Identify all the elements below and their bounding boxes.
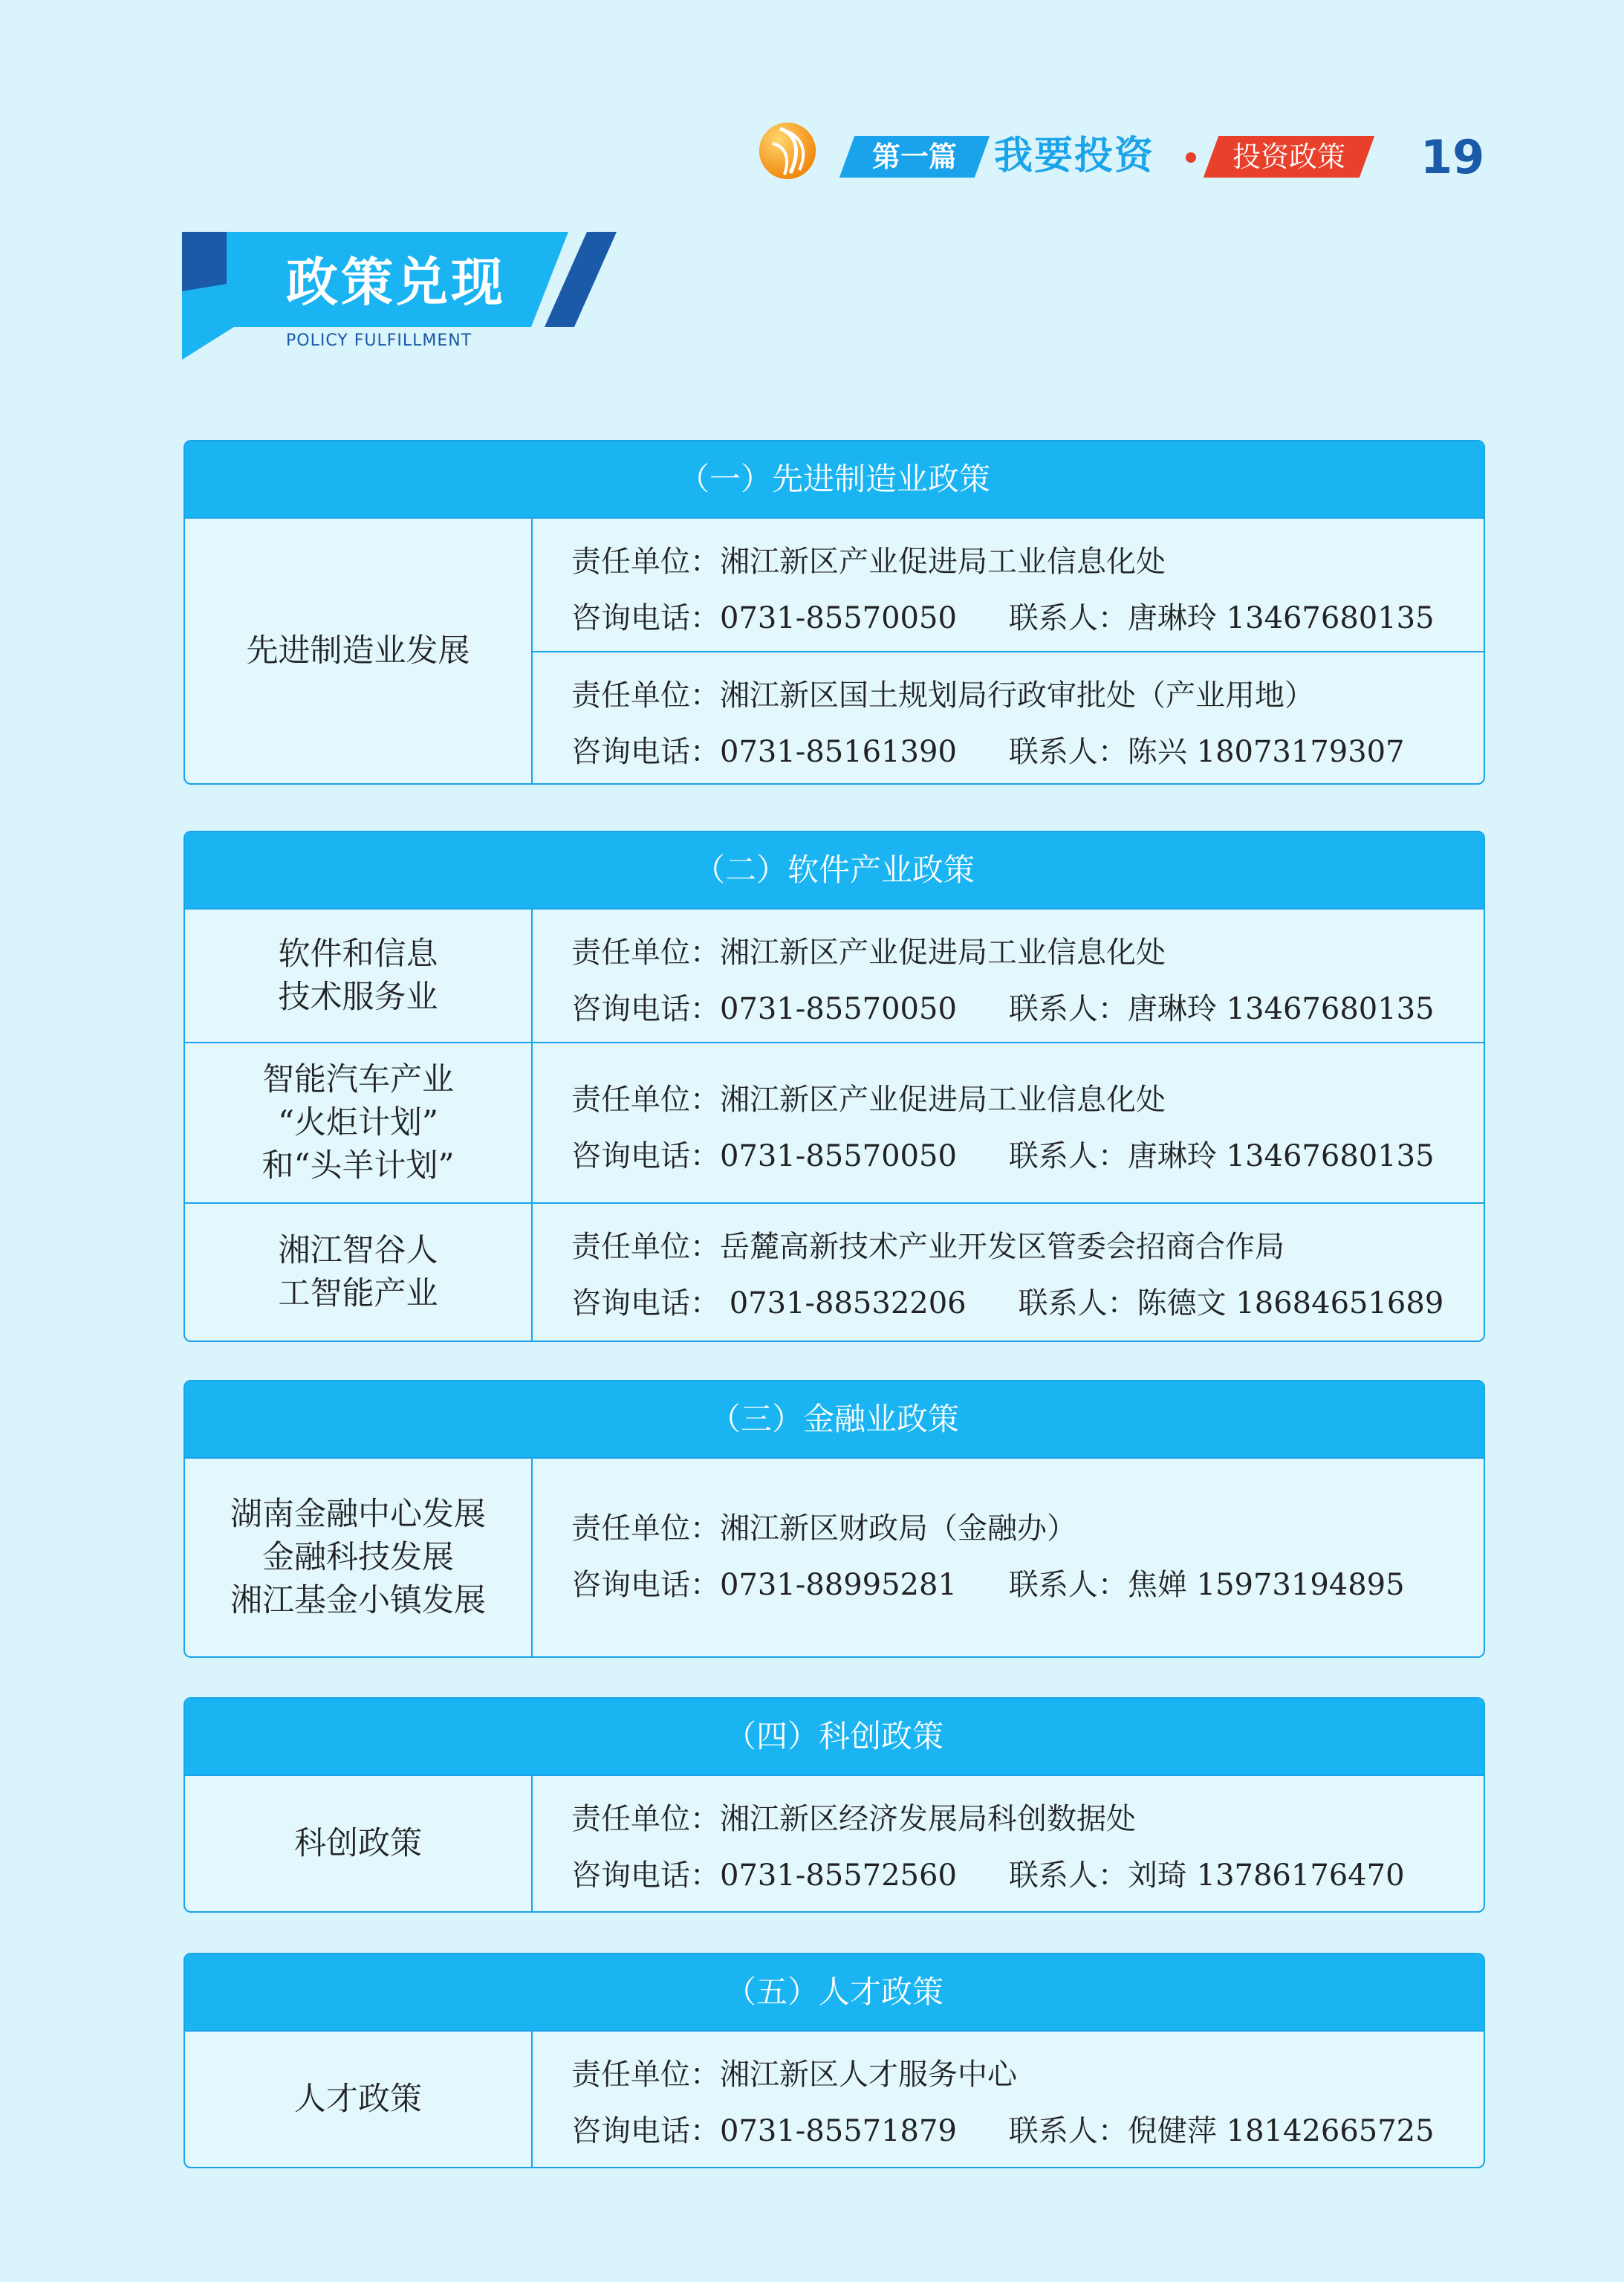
contact-person: 唐琳玲 13467680135: [1127, 992, 1435, 1026]
responsible-unit: 湘江新区产业促进局工业信息化处: [720, 1083, 1166, 1117]
responsible-unit: 湘江新区产业促进局工业信息化处: [720, 545, 1166, 579]
orange-swirl-logo-icon: [758, 121, 817, 181]
contact-entry: 责任单位：岳麓高新技术产业开发区管委会招商合作局 咨询电话： 0731-88532206 联系人：陈德文 18684651689: [571, 1230, 1444, 1320]
phone-number: 0731-85571879: [720, 2114, 957, 2148]
table-title: （五）人才政策: [185, 1954, 1484, 2030]
contact-person: 陈德文 18684651689: [1137, 1286, 1444, 1320]
table-title: （三）金融业政策: [185, 1381, 1484, 1457]
phone-number: 0731-85570050: [720, 601, 957, 635]
responsible-unit: 湘江新区国土规划局行政审批处（产业用地）: [720, 678, 1314, 713]
banner-title: 政策兑现: [286, 252, 506, 313]
table-row: [185, 1202, 1484, 1341]
policy-category: 软件和信息 技术服务业: [185, 910, 533, 1042]
policy-category: 湖南金融中心发展 金融科技发展 湘江基金小镇发展: [185, 1459, 533, 1656]
responsible-unit: 岳麓高新技术产业开发区管委会招商合作局: [720, 1230, 1284, 1264]
separator-dot-icon: [1186, 152, 1196, 163]
contact-entry: 责任单位：湘江新区经济发展局科创数据处 咨询电话：0731-85572560 联系人：刘琦 13786176470: [571, 1802, 1405, 1893]
responsible-unit: 湘江新区产业促进局工业信息化处: [720, 936, 1166, 970]
phone-number: 0731-85570050: [720, 1139, 957, 1173]
policy-category: 智能汽车产业 “火炬计划” 和“头羊计划”: [185, 1043, 533, 1202]
subsection-tag: 投资政策: [1204, 136, 1374, 178]
table-row: [185, 517, 1484, 783]
policy-table-3: [183, 1380, 1485, 1658]
contact-entry: 责任单位：湘江新区财政局（金融办） 咨询电话：0731-88995281 联系人：焦婵 15973194895: [571, 1511, 1405, 1602]
contact-person: 刘琦 13786176470: [1127, 1858, 1405, 1893]
responsible-unit: 湘江新区财政局（金融办）: [720, 1511, 1076, 1546]
policy-category: 湘江智谷人 工智能产业: [185, 1204, 533, 1341]
phone-number: 0731-85570050: [720, 992, 957, 1026]
page-number: 19: [1420, 130, 1485, 184]
contact-entry: 责任单位：湘江新区国土规划局行政审批处（产业用地） 咨询电话：0731-85161390 联系人：陈兴 18073179307: [533, 651, 1484, 783]
policy-table-5: [183, 1953, 1485, 2168]
table-row: [185, 1042, 1484, 1202]
section-title: 我要投资: [994, 134, 1155, 178]
responsible-unit: 湘江新区人才服务中心: [720, 2058, 1017, 2092]
policy-table-1: [183, 440, 1485, 785]
table-row: [185, 2030, 1484, 2167]
chapter-tag: 第一篇: [839, 136, 990, 178]
table-title: （一）先进制造业政策: [185, 441, 1484, 517]
contact-entry: 责任单位：湘江新区产业促进局工业信息化处 咨询电话：0731-85570050 联系人：唐琳玲 13467680135: [571, 545, 1435, 635]
contact-person: 唐琳玲 13467680135: [1127, 601, 1435, 635]
phone-number: 0731-85572560: [720, 1858, 957, 1893]
policy-category: 人才政策: [185, 2032, 533, 2167]
contact-person: 焦婵 15973194895: [1127, 1568, 1405, 1602]
phone-number: 0731-88995281: [720, 1568, 957, 1602]
table-title: （二）软件产业政策: [185, 832, 1484, 908]
policy-table-2: [183, 831, 1485, 1342]
policy-category: 科创政策: [185, 1776, 533, 1911]
contact-entry: 责任单位：湘江新区人才服务中心 咨询电话：0731-85571879 联系人：倪健萍 18142665725: [571, 2058, 1435, 2148]
policy-table-4: [183, 1697, 1485, 1913]
table-title: （四）科创政策: [185, 1699, 1484, 1774]
policy-category: 先进制造业发展: [185, 519, 533, 783]
contact-person: 唐琳玲 13467680135: [1127, 1139, 1435, 1173]
contact-person: 倪健萍 18142665725: [1127, 2114, 1435, 2148]
banner-subtitle: POLICY FULFILLMENT: [286, 331, 472, 350]
responsible-unit: 湘江新区经济发展局科创数据处: [720, 1802, 1136, 1836]
contact-person: 陈兴 18073179307: [1127, 735, 1405, 769]
phone-number: 0731-88532206: [720, 1286, 967, 1320]
table-row: [185, 908, 1484, 1042]
contact-entry: 责任单位：湘江新区产业促进局工业信息化处 咨询电话：0731-85570050 联系人：唐琳玲 13467680135: [571, 936, 1435, 1026]
contact-entry: 责任单位：湘江新区产业促进局工业信息化处 咨询电话：0731-85570050 联系人：唐琳玲 13467680135: [571, 1083, 1435, 1173]
phone-number: 0731-85161390: [720, 735, 957, 769]
table-row: [185, 1774, 1484, 1911]
table-row: [185, 1457, 1484, 1656]
